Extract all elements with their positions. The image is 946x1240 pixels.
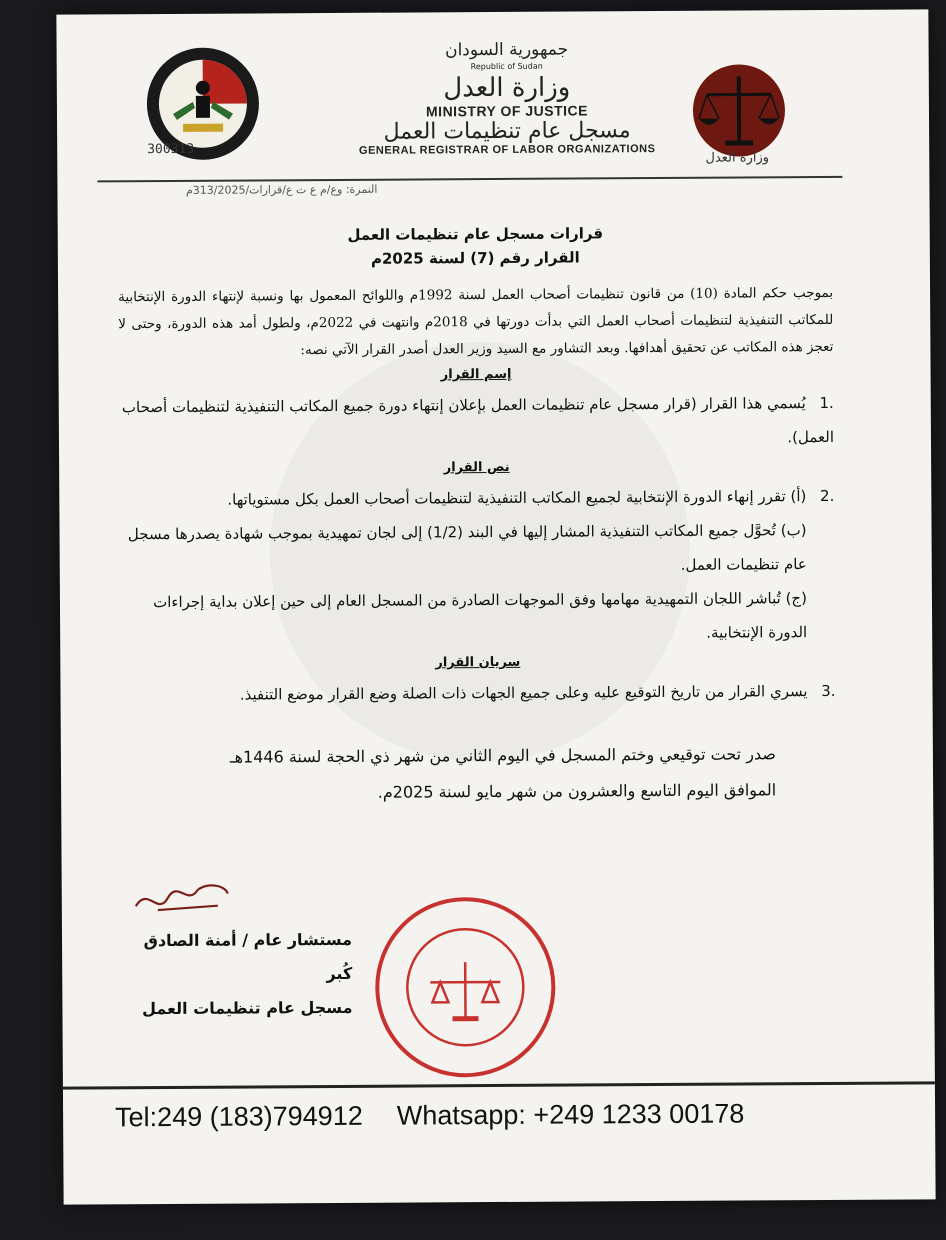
clause-number: .3 — [821, 681, 836, 701]
closing-statement — [121, 736, 836, 812]
clause-2 — [119, 479, 835, 653]
clause-text: يسري القرار من تاريخ التوقيع عليه وعلى جميع الجهات ذات الصلة وضع القرار موضع التنفيذ. — [239, 682, 808, 704]
clause-number: .2 — [819, 486, 835, 506]
republic-english: Republic of Sudan — [470, 61, 543, 72]
signature-block — [122, 923, 353, 1026]
contact-footer — [115, 1098, 875, 1134]
clause-2c: (ج) تُباشر اللجان التمهيدية مهامها وفق الموجهات الصادرة من المسجل العام إلى حين إعلان بداية إجراءات الدورة الإنتخابية. — [153, 589, 808, 642]
registrar-arabic: مسجل عام تنظيمات العمل — [383, 118, 631, 145]
republic-arabic: جمهورية السودان — [445, 39, 569, 61]
section-heading-effect: سريان القرار — [435, 654, 521, 671]
official-stamp-icon — [370, 892, 561, 1083]
ministry-arabic: وزارة العدل — [443, 72, 571, 104]
clause-2a: (أ) تقرر إنهاء الدورة الإنتخابية لجميع المكاتب التنفيذية لتنظيمات أصحاب العمل بكل مستوياتها. — [227, 487, 807, 509]
closing-line-1: صدر تحت توقيعي وختم المسجل في اليوم الثاني من شهر ذي الحجة لسنة 1446هـ — [229, 744, 776, 767]
document-page — [56, 9, 935, 1204]
preamble: بموجب حكم المادة (10) من قانون تنظيمات أصحاب العمل لسنة 1992م واللوائح المعمول بها ونسبة لإنتهاء الدورة الإنتخابية للمكاتب التنفيذية لتنظيمات أصحاب العمل التي بدأت دورتها في 2018م وانتهت في 2022م، ولطول أمد هذه الدورة، وحتى لا تعجز هذه المكاتب عن تحقيق أهدافها. وبعد التشاور مع السيد وزير العدل أصدر القرار الآتي نصه: — [118, 284, 834, 359]
phone-number: Tel:249 (183)794912 — [115, 1100, 363, 1133]
clause-number: .1 — [819, 393, 834, 413]
reference-number: النمرة: وع/م ع ت ع/قرارات/313/2025م — [185, 182, 378, 197]
clause-3 — [120, 674, 835, 712]
clause-2b: (ب) تُحوَّل جميع المكاتب التنفيذية المشار إليها في البند (1/2) إلى لجان تمهيدية بموجب شهادة يصدرها مسجل عام تنظيمات العمل. — [127, 521, 807, 574]
header-divider — [97, 176, 842, 183]
decision-title: قرارات مسجل عام تنظيمات العمل — [347, 224, 604, 244]
footer-divider — [63, 1081, 935, 1089]
clause-1 — [119, 386, 834, 458]
section-heading-name: إسم القرار — [440, 366, 512, 383]
whatsapp-number: Whatsapp: +249 1233 00178 — [396, 1098, 745, 1131]
closing-line-2: الموافق اليوم التاسع والعشرون من شهر مايو لسنة 2025م. — [377, 780, 777, 802]
decision-number: القرار رقم (7) لسنة 2025م — [370, 248, 580, 268]
handwritten-signature-icon — [128, 876, 238, 927]
ministry-logo-caption: وزارة العدل — [705, 150, 770, 166]
signatory-name: مستشار عام / أمنة الصادق كُبر — [143, 929, 353, 984]
registrar-english: GENERAL REGISTRAR OF LABOR ORGANIZATIONS — [358, 143, 656, 157]
section-heading-text: نص القرار — [443, 459, 510, 476]
ministry-english: MINISTRY OF JUSTICE — [425, 102, 589, 120]
letterhead — [297, 39, 718, 158]
serial-number: 300313 — [147, 141, 195, 158]
clause-text: يُسمي هذا القرار (قرار مسجل عام تنظيمات العمل بإعلان إنتهاء دورة جميع المكاتب التنفيذية لتنظيمات أصحاب العمل). — [121, 394, 835, 447]
signatory-title: مسجل عام تنظيمات العمل — [142, 997, 353, 1019]
decision-body — [118, 220, 837, 812]
